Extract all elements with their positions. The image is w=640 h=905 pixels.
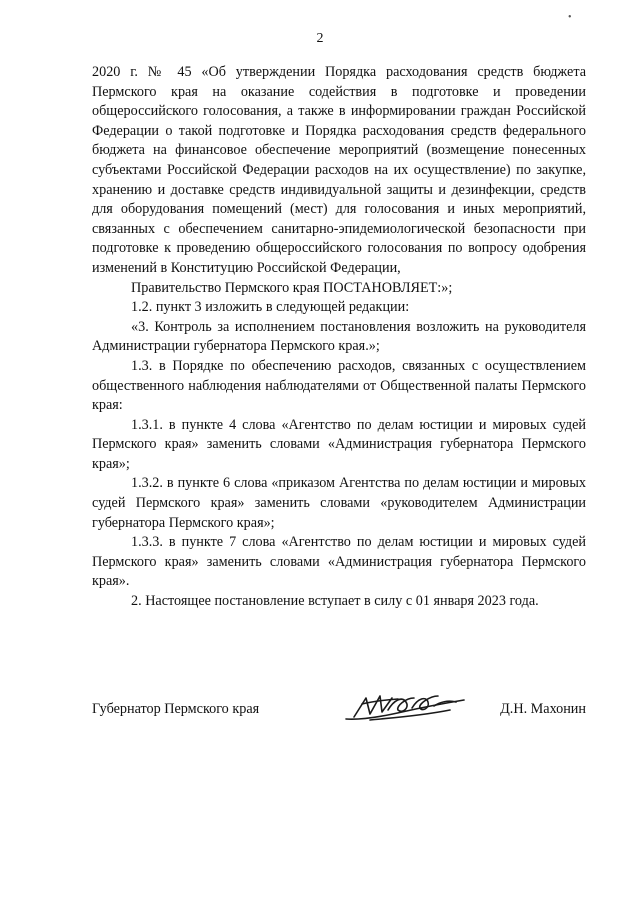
paragraph-control: «3. Контроль за исполнением постановления возложить на руководителя Администрации губернатора Пермского края.»; (92, 318, 586, 355)
paragraph-1-2: 1.2. пункт 3 изложить в следующей редакции: (131, 299, 410, 316)
paragraph-1-3-3: 1.3.3. в пункте 7 слова «Агентство по делам юстиции и мировых судей Пермского края» заменить словами «Администрация губернатора Пермского края». (92, 534, 586, 590)
page-number: 2 (316, 31, 324, 46)
signatory-name: Д.Н. Махонин (500, 701, 586, 717)
paragraph-1-3-2: 1.3.2. в пункте 6 слова «приказом Агентства по делам юстиции и мировых судей Пермского края» заменить словами «руководителем Администрации губернатора Пермского края»; (92, 475, 586, 531)
handwritten-signature (340, 690, 470, 724)
paragraph-1-3-1: 1.3.1. в пункте 4 слова «Агентство по делам юстиции и мировых судей Пермского края» заменить словами «Администрация губернатора Пермского края»; (92, 416, 586, 472)
paragraph-1-3: 1.3. в Порядке по обеспечению расходов, связанных с осуществлением общественного наблюдения наблюдателями от Общественной палаты Пермского края: (92, 357, 586, 414)
signatory-title: Губернатор Пермского края (92, 701, 260, 717)
corner-mark: • (568, 12, 572, 23)
paragraph-continuation: 2020 г. № 45 «Об утверждении Порядка расходования средств бюджета Пермского края на оказание содействия в подготовке и проведении общероссийского голосования, а также в информировании граждан Российской Федерации о такой подготовке и Порядка расходования средств федерального бюджета на финансовое обеспечение мероприятий (возмещение понесенных субъектами Российской Федерации расходов на их осуществление) по закупке, хранению и доставке средств индивидуальной защиты и дезинфекции, средств для оборудования помещений (мест) для голосования и иных мероприятий, связанных с обеспечением санитарно-эпидемиологической безопасности при подготовке к проведению общероссийского голосования по вопросу одобрения изменений в Конституцию Российской Федерации, (92, 64, 586, 276)
signature-block (92, 690, 586, 730)
paragraph-decree-clause: Правительство Пермского края ПОСТАНОВЛЯЕТ:»; (131, 279, 453, 296)
document-body (92, 63, 586, 612)
paragraph-2: 2. Настоящее постановление вступает в силу с 01 января 2023 года. (131, 593, 539, 610)
